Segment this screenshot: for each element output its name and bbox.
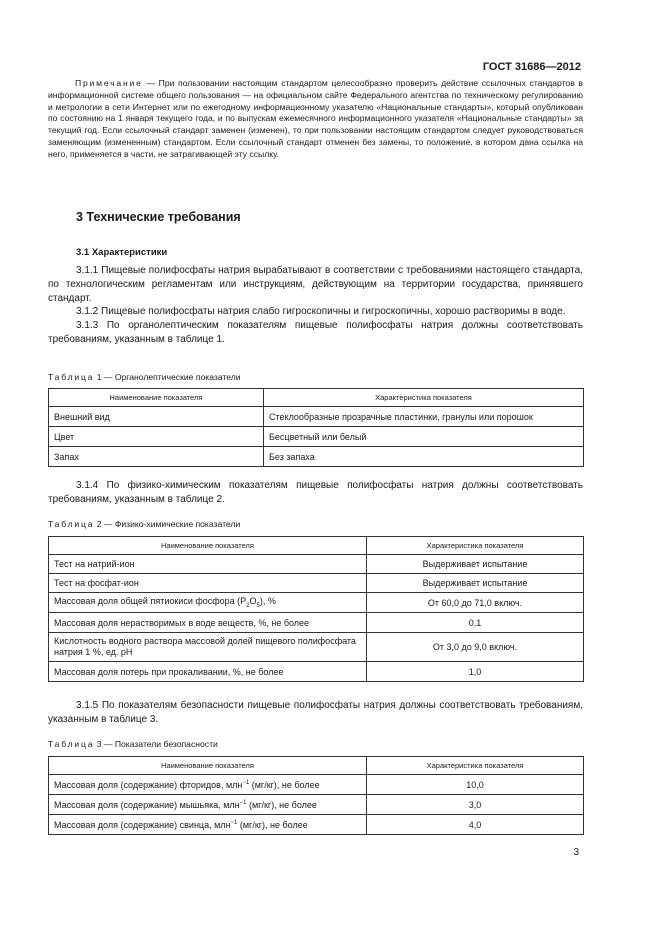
table-row [49,775,584,795]
table3-header-name: Наименование показателя [49,757,367,775]
subsection-title: 3.1 Характеристики [76,247,168,258]
table-row [49,407,584,427]
cell-text: Массовая доля общей пятиокиси фосфора (P [54,596,247,607]
table-row [49,447,584,467]
paragraph-3-1-4-block [48,479,583,507]
paragraph-3-1-2: 3.1.2 Пищевые полифосфаты натрия слабо гигроскопичны и гигроскопичны, хорошо растворимы в воде. [76,306,566,318]
unit: млн [225,779,243,790]
paragraph-group [48,264,583,347]
cell-text: ), % [259,596,276,607]
paragraph-3-1-4: 3.1.4 По физико-химическим показателям пищевые полифосфаты натрия должны соответствовать требованиям, указанным в таблице 2. [48,480,583,505]
table-cell: Кислотность водного раствора массовой долей пищевого полифосфата натрия 1 %, ед. pH [49,633,367,662]
table-row [49,427,584,447]
table-cell: 1,0 [367,662,584,682]
table2-label: Таблица [48,519,95,529]
table2-number: 2 [96,519,102,529]
table3-header-value: Характеристика показателя [367,757,584,775]
standard-number: ГОСТ 31686—2012 [482,61,581,73]
superscript: −1 [242,779,250,786]
table-cell: 10,0 [367,775,584,795]
page-number: 3 [573,847,579,858]
table-cell: Тест на фосфат-ион [49,574,367,593]
table2-caption [48,519,240,529]
unit: (мг/кг), не более [246,799,317,810]
unit: (мг/кг), не более [249,779,320,790]
table1-header-value: Характеристика показателя [264,389,584,407]
unit: млн [223,799,240,810]
table-cell: Запах [49,447,264,467]
table1-caption [48,372,241,382]
superscript: −1 [239,799,247,806]
table-cell: 4,0 [367,815,584,835]
table-cell [49,815,367,835]
unit: (мг/кг), не более [237,819,308,830]
paragraph-3-1-1: 3.1.1 Пищевые полифосфаты натрия вырабатывают в соответствии с требованиями настоящего стандарта, по технологическим регламентам или инструкциям, действующим на территории государства, принявшего стандарт. [48,265,583,304]
superscript: −1 [230,819,238,826]
table-cell: Цвет [49,427,264,447]
table-cell: Массовая доля потерь при прокаливании, %, не более [49,662,367,682]
table-row [49,662,584,682]
table1-title: — Органолептические показатели [101,372,241,382]
table3-title: — Показатели безопасности [101,739,218,749]
note-label: Примечание [75,78,143,88]
table1-label: Таблица [48,372,95,382]
cell-text: O [249,596,257,607]
table-row [49,574,584,593]
table-cell: Массовая доля нерастворимых в воде веществ, %, не более [49,613,367,633]
paragraph-3-1-5-block [48,699,583,727]
table-row [49,593,584,613]
table-cell: От 60,0 до 71,0 включ. [367,593,584,613]
subscript: 2 [246,602,250,609]
table1-number: 1 [96,372,102,382]
table-cell: 0,1 [367,613,584,633]
table-row [49,633,584,662]
table-cell: Стеклообразные прозрачные пластинки, гранулы или порошок [264,407,584,427]
table3-label: Таблица [48,739,95,749]
table-cell [49,795,367,815]
table-row [49,795,584,815]
table-row [49,815,584,835]
table-row [49,613,584,633]
table-physicochemical [48,536,584,682]
table-cell: Выдерживает испытание [367,555,584,574]
table-safety [48,756,584,835]
table-row [49,555,584,574]
note-text: — При пользовании настоящим стандартом целесообразно проверить действие ссылочных стандартов в информационной системе общего пользования — на официальном сайте Федерального агентства по техническому регулированию и метрологии в сети Интернет или по ежегодному информационному указателю «Национальные стандарты», который опубликован по состоянию на 1 января текущего года, и по выпускам ежемесячного информационного указателя «Национальные стандарты» за текущий год. Если ссылочный стандарт заменен (изменен), то при пользовании настоящим стандартом следует руководствоваться заменяющим (измененным) стандартом. Если ссылочный стандарт отменен без замены, то положение, в котором дана ссылка на него, применяется в части, не затрагивающей эту ссылку. [48,78,583,159]
table-cell: От 3,0 до 9,0 включ. [367,633,584,662]
table2-header-name: Наименование показателя [49,537,367,555]
cell-text: Массовая доля (содержание) мышьяка, [54,799,224,810]
note [48,78,583,161]
unit: млн [214,819,231,830]
paragraph-3-1-3: 3.1.3 По органолептическим показателям пищевые полифосфаты натрия должны соответствовать требованиям, указанным в таблице 1. [48,320,583,345]
table-cell: Внешний вид [49,407,264,427]
table3-number: 3 [96,739,102,749]
table-organoleptic [48,388,584,467]
subscript: 5 [256,602,260,609]
table-cell [49,593,367,613]
paragraph-3-1-5: 3.1.5 По показателям безопасности пищевые полифосфаты натрия должны соответствовать требованиям, указанным в таблице 3. [48,700,583,725]
section-title: 3 Технические требования [76,210,241,224]
table1-header-name: Наименование показателя [49,389,264,407]
table2-header-value: Характеристика показателя [367,537,584,555]
table3-caption [48,739,218,749]
table-cell [49,775,367,795]
table-cell: Бесцветный или белый [264,427,584,447]
table-cell: Тест на натрий-ион [49,555,367,574]
table-cell: Без запаха [264,447,584,467]
table-cell: 3,0 [367,795,584,815]
cell-text: Массовая доля (содержание) свинца, [54,819,215,830]
table-cell: Выдерживает испытание [367,574,584,593]
table2-title: — Физико-химические показатели [101,519,241,529]
cell-text: Массовая доля (содержание) фторидов, [54,779,226,790]
